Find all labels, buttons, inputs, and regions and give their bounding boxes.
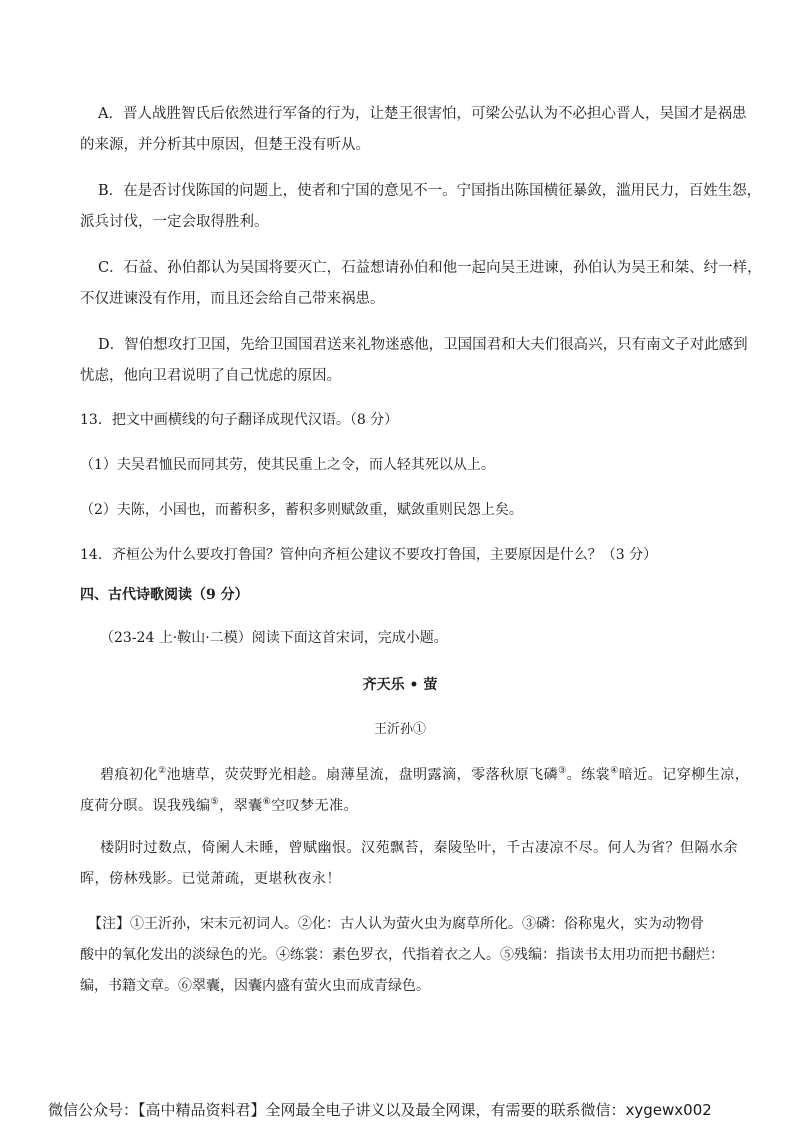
question-14: 14．齐桓公为什么要攻打鲁国？管仲向齐桓公建议不要攻打鲁国，主要原因是什么？（3 分） xyxy=(80,547,658,563)
q13-sentence-2: （2）夫陈，小国也，而蓄积多，蓄积多则赋敛重，赋敛重则民怨上矣。 xyxy=(80,502,523,518)
poem-title: 齐天乐 • 萤 xyxy=(362,677,438,693)
poem-stanza-1-line-2: 度荷分暝。误我残编⑤，翠囊⑥空叹梦无准。 xyxy=(80,797,359,814)
section-4-heading: 四、古代诗歌阅读（9 分） xyxy=(80,587,249,603)
poem-stanza-2-line-1: 楼阴时过数点，倚阑人未睡，曾赋幽恨。汉苑飘苔，秦陵坠叶，千古凄凉不尽。何人为省？但隔水余 xyxy=(100,840,738,856)
option-c-line1: C．石益、孙伯都认为吴国将要灭亡，石益想请孙伯和他一起向吴王进谏，孙伯认为吴王和桀、纣一样， xyxy=(98,260,762,276)
note-line-1: 【注】①王沂孙，宋末元初词人。②化：古人认为萤火虫为腐草所化。③磷：俗称鬼火，实为动物骨 xyxy=(88,916,704,932)
poem-author: 王沂孙① xyxy=(373,722,426,737)
option-a-line2: 的来源，并分析其中原因，但楚王没有听从。 xyxy=(80,137,370,153)
footer-promo: 微信公众号：【高中精品资料君】全网最全电子讲义以及最全网课，有需要的联系微信：xygewx002 xyxy=(48,1101,712,1119)
option-d-line1: D．智伯想攻打卫国，先给卫国国君送来礼物迷惑他，卫国国君和大夫们很高兴，只有南文子对此感到 xyxy=(98,337,748,353)
poem-stanza-2-line-2: 晖，傍林残影。已觉萧疏，更堪秋夜永！ xyxy=(80,871,341,887)
q13-sentence-1: （1）夫吴君恤民而同其劳，使其民重上之令，而人轻其死以从上。 xyxy=(80,457,495,473)
option-d-line2: 忧虑，他向卫君说明了自己忧虑的原因。 xyxy=(80,368,341,384)
note-line-3: 编，书籍文章。⑥翠囊，因囊内盛有萤火虫而成青绿色。 xyxy=(80,978,430,994)
poem-stanza-1-line-1: 碧痕初化②池塘草，荧荧野光相趁。扇薄星流，盘明露滴，零落秋原飞磷③。练裳④暗近。记穿柳生凉， xyxy=(100,766,750,783)
question-13: 13．把文中画横线的句子翻译成现代汉语。（8 分） xyxy=(80,412,399,428)
option-a-line1: A．晋人战胜智氏后依然进行军备的行为，让楚王很害怕，可梁公弘认为不必担心晋人，吴国才是祸患 xyxy=(98,106,747,122)
option-c-line2: 不仅进谏没有作用，而且还会给自己带来祸患。 xyxy=(80,291,385,307)
option-b-line1: B．在是否讨伐陈国的问题上，使者和宁国的意见不一。宁国指出陈国横征暴敛，滥用民力，百姓生怨， xyxy=(98,183,762,199)
section-4-intro: （23-24 上·鞍山·二模）阅读下面这首宋词，完成小题。 xyxy=(100,630,448,646)
option-b-line2: 派兵讨伐，一定会取得胜利。 xyxy=(80,214,269,230)
note-line-2: 酸中的氧化发出的淡绿色的光。④练裳：素色罗衣，代指着衣之人。⑤残编：指读书太用功而把书翻烂： xyxy=(80,947,724,963)
